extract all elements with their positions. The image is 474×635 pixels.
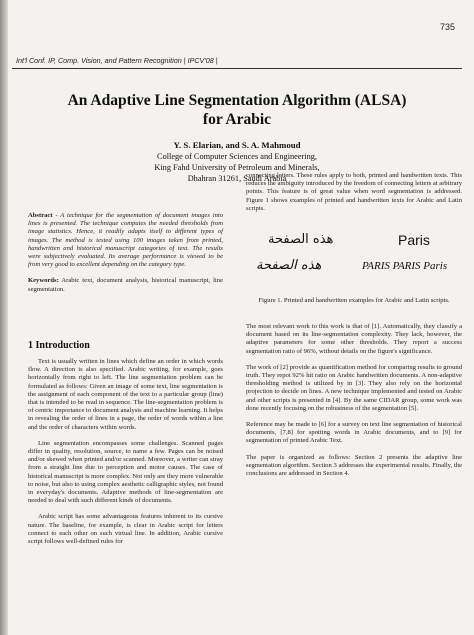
figure-latin-printed: Paris	[398, 232, 430, 248]
keywords	[28, 277, 223, 293]
figure-latin-handwritten: PARIS PARIS Paris	[362, 260, 448, 272]
affiliation-line1: College of Computer Sciences and Engineering,	[157, 152, 317, 161]
right-paragraph-2: The work of [2] provide as quantification method for comparing results to ground truth. They repot 92% hit ratio on Arabic handwritten documents. A non-adaptive thresholding method is utilized by in [3]. They also rely on the horizontal projection to decide on lines. A new technique implemented and tested on Arabic and other scripts is presented in [4]. By the same CIDAR group, some work was done recently focusing on the robustness of the segmentation [5].	[246, 363, 462, 412]
running-head: Int'l Conf. IP, Comp. Vision, and Pattern Recognition | IPCV'08 |	[16, 56, 218, 65]
intro-paragraph-1: Text is usually written in lines which define an order in which words flow. A direction is also specified. Arabic writing, for example, goes horizontally from right to left. The line segmentation problem can be formulated as follows: Given an image of some text, line segmentation is the assignment of each component of the text to a particular group (line) that is intended to be read in sequence. The line-segmentation problem is of centric importance to document analysis and machine learning. It helps in revealing the order of lines in a page, the order of words within a line and the order of characters within words.	[28, 358, 223, 431]
section-heading-introduction: 1 Introduction	[28, 340, 90, 351]
keywords-text: Arabic text, document analysis, historical manuscript, line segmentation.	[28, 277, 223, 293]
intro-paragraph-2: Line segmentation encompasses some challenges. Scanned pages differ in quality, resolution, source, to name a few. Pages can be noised and/or skewed when printed and/or scanned. Moreover, a writer can stray from a straight line due to perception and motor causes. The case of historical manuscript is more complex. Not only are they more vulnerable to noise, but also to using complex aesthetic calligraphic styles, not found in everyday's documents. Adaptive methods of line-segmentation are needed to deal with such different kinds of documents.	[28, 439, 224, 505]
right-paragraph-3: Reference may be made to [6] for a survey on text line segmentation of historical documents, [7,8] for spotting words in Arabic documents, and to [9] for segmentation of printed Arabic Text.	[246, 421, 462, 445]
right-paragraph-4: The paper is organized as follows: Section 2 presents the adaptive line segmentation algorithm. Section 3 addresses the experimental results. Finally, the conclusions are addressed in Section 4.	[246, 453, 462, 478]
affiliation-line3: Dhahran 31261, Saudi Arabia	[187, 174, 287, 183]
header-rule	[12, 68, 462, 69]
figure-1	[246, 232, 462, 286]
right-paragraph-1: The most relevant work to this work is that of [1]. Automatically, they classify a document based on its line-segmentation complexity. They lack, however, the adaptive parameters for some other thresholds. They report a success segmentation ratio of 96%, without details on the figure's significance.	[246, 323, 462, 355]
paper-title-line1: An Adaptive Line Segmentation Algorithm (ALSA)	[67, 92, 407, 109]
introduction-body	[28, 358, 223, 554]
abstract-label: Abstract	[28, 212, 53, 219]
figure-arabic-printed: هذه الصفحة	[268, 232, 334, 247]
right-column-top	[246, 172, 462, 221]
keywords-label: Keywords:	[28, 277, 59, 285]
right-paragraph-0: connecting letters. These rules apply to both, printed and handwritten texts. This reduces the ambiguity introduced by the freedom of connecting letters at arbitrary points. This feature is of great value when word segmentation is addressed. Figure 1 shows examples of printed and handwritten texts for Arabic and Latin scripts.	[246, 172, 462, 212]
abstract-text: - A technique for the segmentation of document images into lines is presented. The technique computes the needed thresholds from image statistics. Hence, it readily adapts itself to different types of images. The method is tested using 100 images taken from printed, handwritten and historical manuscript categories of text. The results were subjectively evaluated. Its average performance is viewed to be from very good to excellent depending on the category type.	[28, 212, 223, 269]
intro-paragraph-3: Arabic script has some advantageous features inherent to its cursive nature. The baseline, for example, is clear in Arabic script for letters connect to each other on such virtual line. In addition, Arabic cursive script follows well-defined rules for	[28, 513, 223, 546]
page-number: 735	[440, 22, 456, 32]
abstract	[28, 212, 223, 269]
affiliation-line2: King Fahd University of Petroleum and Minerals,	[154, 163, 320, 172]
authors: Y. S. Elarian, and S. A. Mahmoud	[173, 140, 301, 150]
paper-title-line2: for Arabic	[202, 111, 272, 128]
right-column-bottom	[246, 323, 462, 486]
left-column	[28, 212, 223, 302]
figure-arabic-handwritten: هذه الصفحة	[256, 258, 322, 273]
figure-1-caption: Figure 1. Printed and handwritten examples for Arabic and Latin scripts.	[258, 297, 450, 304]
